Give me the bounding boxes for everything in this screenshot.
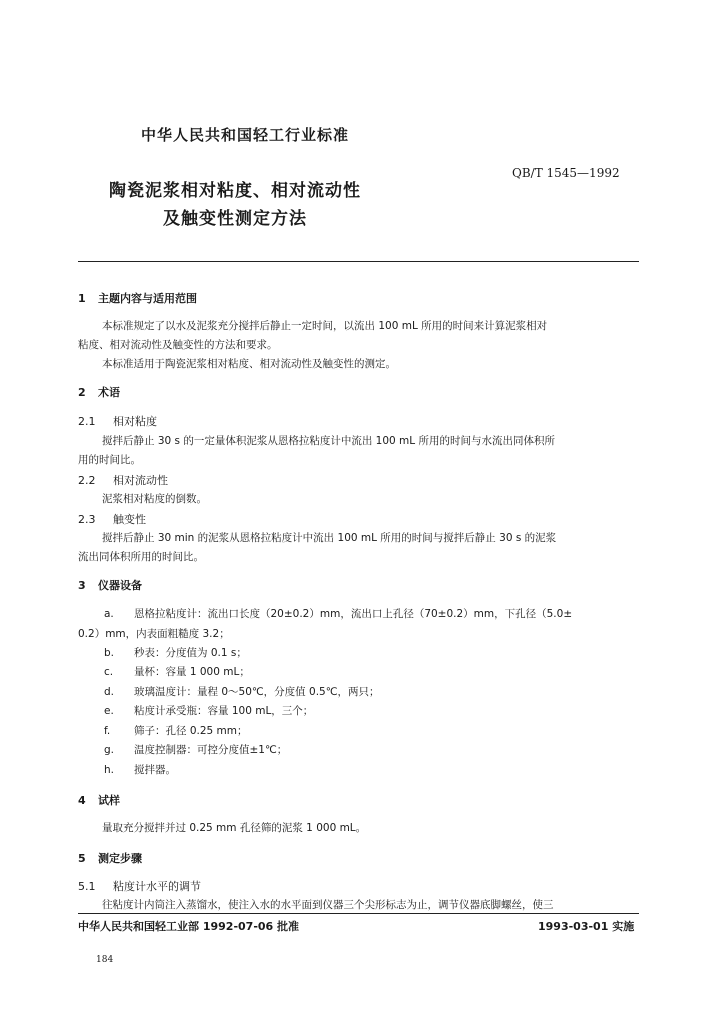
section-title: 试样 [98, 794, 120, 807]
paragraph-line: 粘度、相对流动性及触变性的方法和要求。 [78, 339, 278, 351]
section-number: 4 [78, 794, 86, 807]
paragraph-line: 往粘度计内筒注入蒸馏水，使注入水的水平面到仪器三个尖形标志为止，调节仪器底脚螺丝，使三 [102, 899, 554, 911]
subsection-number: 5.1 [78, 880, 96, 893]
paragraph-line: 本标准规定了以水及泥浆充分搅拌后静止一定时间，以流出 100 mL 所用的时间来计算泥浆相对 [102, 320, 548, 332]
section-number: 3 [78, 579, 86, 592]
section-title: 仪器设备 [98, 579, 142, 592]
subsection-number: 2.2 [78, 474, 96, 487]
item-text: 粘度计承受瓶：容量 100 mL，三个； [134, 705, 314, 717]
item-text: 秒表：分度值为 0.1 s； [134, 647, 247, 659]
issuing-organization: 中华人民共和国轻工行业标准 [140, 126, 349, 144]
section-2-heading [78, 384, 120, 400]
section-title: 术语 [98, 386, 120, 399]
item-text: 搅拌器。 [134, 764, 176, 776]
item-label: d. [104, 686, 115, 698]
item-text: 筛子：孔径 0.25 mm； [134, 725, 248, 737]
footer-rule [78, 913, 639, 914]
item-label: c. [104, 666, 114, 678]
paragraph-line: 泥浆相对粘度的倒数。 [102, 493, 207, 505]
paragraph-line: 搅拌后静止 30 s 的一定量体积泥浆从恩格拉粘度计中流出 100 mL 所用的时间与水流出同体积所 [102, 435, 555, 447]
subsection-number: 2.1 [78, 415, 96, 428]
subsection-2-2-heading [78, 472, 168, 488]
subsection-title: 相对流动性 [113, 474, 168, 487]
equipment-item-c [104, 664, 250, 679]
document-title-line-2: 及触变性测定方法 [163, 209, 307, 229]
approval-line: 中华人民共和国轻工业部 1992-07-06 批准 [78, 920, 300, 933]
standard-code: QB/T 1545—1992 [512, 166, 620, 180]
item-text: 温度控制器：可控分度值±1℃； [134, 744, 288, 756]
subsection-title: 触变性 [113, 513, 146, 526]
equipment-item-e [104, 703, 313, 718]
equipment-item-b [104, 645, 247, 660]
item-text: 玻璃温度计：量程 0～50℃，分度值 0.5℃，两只； [134, 686, 380, 698]
equipment-item-d [104, 684, 380, 699]
subsection-number: 2.3 [78, 513, 96, 526]
item-label: f. [104, 725, 111, 737]
item-text: 恩格拉粘度计：流出口长度（20±0.2）mm，流出口上孔径（70±0.2）mm，下孔径（5.0± [134, 608, 573, 620]
paragraph-line: 量取充分搅拌并过 0.25 mm 孔径筛的泥浆 1 000 mL。 [102, 822, 367, 834]
section-4-heading [78, 792, 120, 808]
subsection-title: 相对粘度 [113, 415, 157, 428]
implementation-date: 1993-03-01 实施 [538, 920, 635, 933]
section-number: 2 [78, 386, 86, 399]
item-label: g. [104, 744, 115, 756]
equipment-item-h [104, 762, 176, 777]
paragraph-line: 0.2）mm，内表面粗糙度 3.2； [78, 628, 230, 640]
paragraph-line: 搅拌后静止 30 min 的泥浆从恩格拉粘度计中流出 100 mL 所用的时间与搅拌后静止 30 s 的泥浆 [102, 532, 557, 544]
item-label: h. [104, 764, 114, 776]
item-label: b. [104, 647, 115, 659]
section-title: 主题内容与适用范围 [98, 292, 197, 305]
paragraph-line: 本标准适用于陶瓷泥浆相对粘度、相对流动性及触变性的测定。 [102, 358, 396, 370]
equipment-item-a [104, 606, 572, 621]
section-3-heading [78, 577, 142, 593]
section-number: 5 [78, 852, 86, 865]
subsection-2-3-heading [78, 511, 146, 527]
section-1-heading [78, 290, 197, 306]
document-title-line-1: 陶瓷泥浆相对粘度、相对流动性 [109, 181, 361, 201]
item-label: e. [104, 705, 114, 717]
equipment-item-g [104, 742, 287, 757]
section-number: 1 [78, 292, 86, 305]
section-5-heading [78, 850, 142, 866]
page-number: 184 [96, 955, 114, 965]
subsection-5-1-heading [78, 878, 201, 894]
equipment-item-f [104, 723, 248, 738]
section-title: 测定步骤 [98, 852, 142, 865]
item-text: 量杯：容量 1 000 mL； [134, 666, 250, 678]
subsection-2-1-heading [78, 413, 157, 429]
paragraph-line: 用的时间比。 [78, 454, 141, 466]
paragraph-line: 流出同体积所用的时间比。 [78, 551, 204, 563]
item-label: a. [104, 608, 114, 620]
subsection-title: 粘度计水平的调节 [113, 880, 201, 893]
header-rule [78, 261, 639, 262]
